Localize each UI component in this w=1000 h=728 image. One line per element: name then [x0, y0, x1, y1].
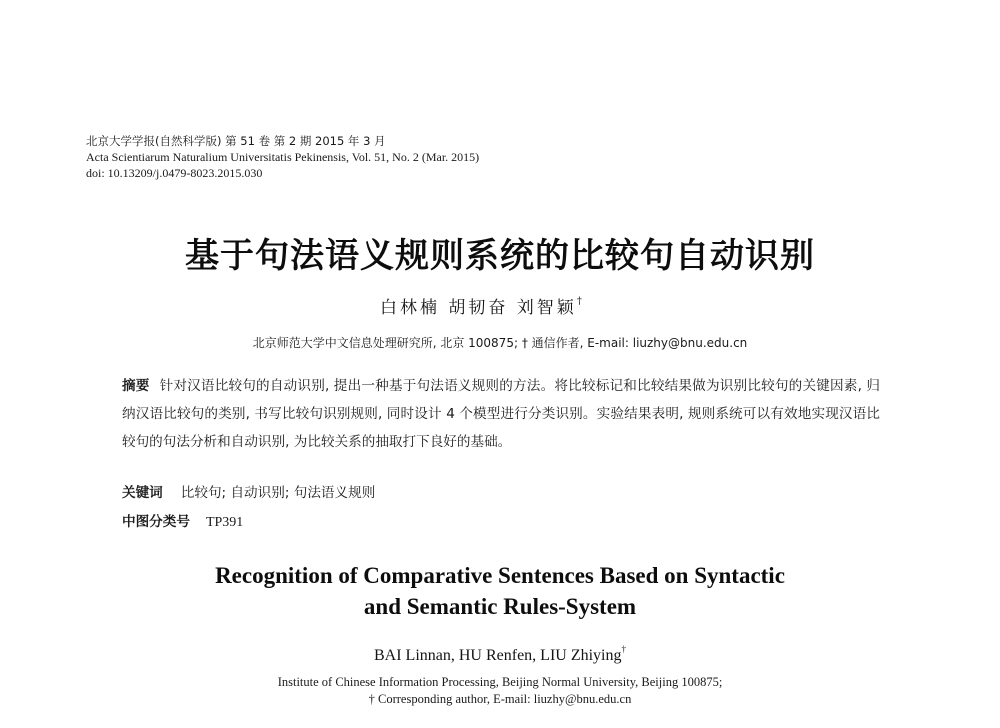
- english-corresponding-mark: †: [621, 644, 626, 654]
- english-author-names: BAI Linnan, HU Renfen, LIU Zhiying: [373, 647, 622, 664]
- english-authors: [0, 644, 1000, 665]
- corresponding-author-mark: †: [576, 296, 582, 307]
- journal-header: [86, 133, 479, 181]
- english-title-line-2: and Semantic Rules-System: [363, 594, 637, 619]
- chinese-title: 基于句法语义规则系统的比较句自动识别: [185, 236, 815, 276]
- chinese-author-names: 白林楠 胡韧奋 刘智颖: [380, 298, 577, 318]
- english-affiliation-line-1: Institute of Chinese Information Processing, Beijing Normal University, Beijing 100875;: [277, 675, 723, 689]
- chinese-affiliation: 北京师范大学中文信息处理研究所, 北京 100875; † 通信作者, E-mail: liuzhy@bnu.edu.cn: [252, 336, 748, 350]
- classification-value: TP391: [205, 515, 244, 530]
- keywords-text: 比较句; 自动识别; 句法语义规则: [180, 485, 376, 501]
- journal-latin-line: Acta Scientiarum Naturalium Universitatis Pekinensis, Vol. 51, No. 2 (Mar. 2015): [86, 150, 480, 164]
- chinese-abstract: [122, 372, 880, 456]
- abstract-text: 针对汉语比较句的自动识别, 提出一种基于句法语义规则的方法。将比较标记和比较结果做为识别比较句的关键因素, 归纳汉语比较句的类别, 书写比较句识别规则, 同时设计 4 个模型进行分类识别。实验结果表明, 规则系统可以有效地实现汉语比较句的句法分析和自动识别, 为比较关系的抽取打下良好的基础。: [122, 378, 881, 450]
- journal-issue-line: 北京大学学报(自然科学版) 第 51 卷 第 2 期 2015 年 3 月: [86, 134, 386, 148]
- keywords: [122, 481, 375, 501]
- doi-line: doi: 10.13209/j.0479-8023.2015.030: [86, 166, 263, 180]
- english-affiliation-line-2: † Corresponding author, E-mail: liuzhy@bnu.edu.cn: [368, 692, 632, 706]
- abstract-label: 摘要: [122, 378, 150, 394]
- english-title: [0, 560, 1000, 622]
- classification-number: [122, 510, 243, 531]
- chinese-authors: [380, 293, 582, 318]
- english-title-line-1: Recognition of Comparative Sentences Based on Syntactic: [215, 563, 785, 588]
- keywords-label: 关键词: [122, 485, 163, 501]
- english-affiliation: [0, 674, 1000, 708]
- classification-label: 中图分类号: [122, 514, 190, 530]
